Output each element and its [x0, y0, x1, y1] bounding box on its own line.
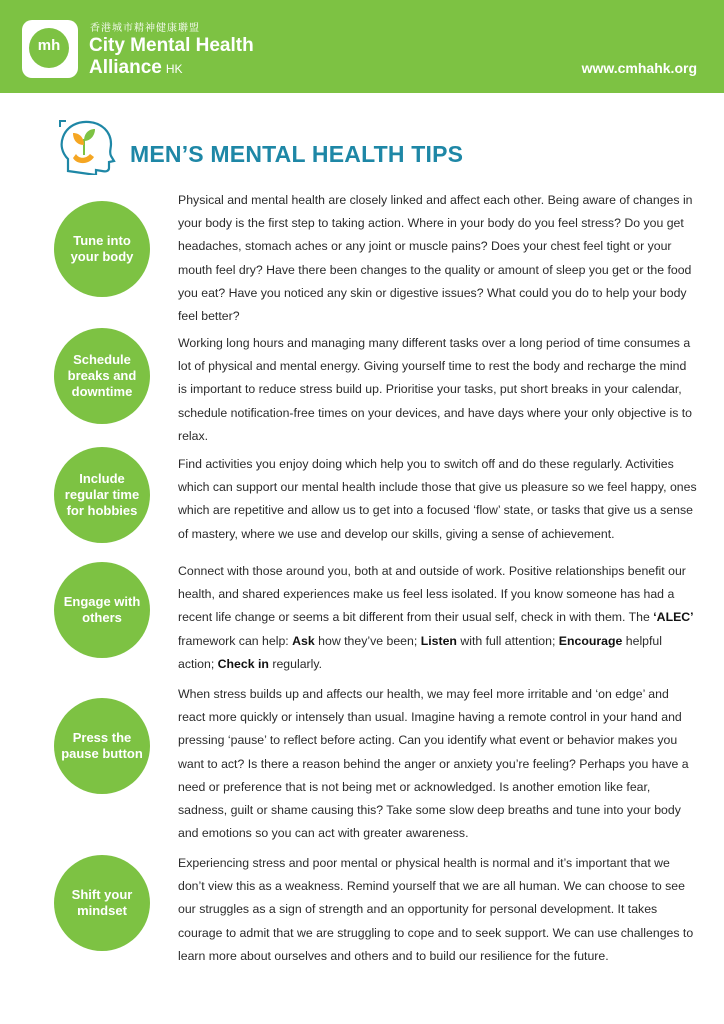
org-name-suffix: HK: [165, 62, 183, 76]
tip-label: Include regular time for hobbies: [64, 471, 140, 518]
engage-intro: Connect with those around you, both at and outside of work. Positive relationships benefit our health, and shared experiences make us feel less isolated. If you know someone has had a recent life change or seems a bit different from their usual self, check in with them. The: [178, 564, 686, 625]
framework-text: framework can help:: [178, 633, 289, 648]
tip-badge-tune-body: [54, 201, 150, 297]
listen-text: with full attention;: [460, 633, 556, 648]
ask-text: how they’ve been;: [318, 633, 418, 648]
encourage-term: Encourage: [558, 633, 623, 648]
org-name-alliance: Alliance: [89, 57, 162, 78]
org-name-line2: [89, 57, 183, 79]
ask-term: Ask: [292, 633, 315, 648]
alec-term: ‘ALEC’: [653, 610, 694, 625]
mh-logo-icon[interactable]: [22, 20, 78, 78]
encourage-text: helpful action;: [178, 633, 663, 671]
tip-label: Shift your mindset: [71, 887, 133, 918]
checkin-term: Check in: [217, 656, 269, 671]
tip-badge-shift-mindset: [54, 855, 150, 951]
tip-text-hobbies: Find activities you enjoy doing which help you to switch off and do these regularly. Activities which can support our mental health include those that give us pleasure so we feel happy, ones which are repetitive and allow us to get into a focused ‘flow’ state, or tasks that give us a sense of mastery, where we use and develop our skills, giving a sense of achievement.: [178, 457, 697, 541]
tip-label: Schedule breaks and downtime: [67, 352, 137, 399]
website-link[interactable]: www.cmhahk.org: [581, 60, 697, 76]
org-name-line1: City Mental Health: [89, 35, 254, 56]
tip-text-schedule-breaks: Working long hours and managing many different tasks over a long period of time consumes a lot of physical and mental energy. Giving yourself time to rest the body and recharge the mind is important to reduce stress build up. Prioritise your tasks, put short breaks in your calendar, schedule notification-free times on your devices, and have days where your only objective is to relax.: [178, 336, 693, 443]
tip-text-engage-others: [178, 560, 698, 676]
tip-badge-pause-button: [54, 698, 150, 794]
tip-text-pause-button: When stress builds up and affects our health, we may feel more irritable and ‘on edge’ and react more quickly or intensely than usual. Imagine having a remote control in your hand and pressing ‘pause’ to reflect before acting. Can you identify what event or behavior makes you want to act? Is there a reason behind the anger or anxiety you’re feeling? Perhaps you have a need or preference that is not being met or acknowledged. Is another emotion like fear, sadness, guilt or shame causing this? Take some slow deep breaths and tune into your body and emotions so you can act with greater awareness.: [178, 687, 689, 841]
listen-term: Listen: [420, 633, 457, 648]
head-with-plant-icon: [58, 119, 118, 175]
checkin-text: regularly.: [272, 656, 323, 671]
tip-text-tune-body: Physical and mental health are closely linked and affect each other. Being aware of changes in your body is the first step to taking action. Where in your body do you feel stress? Do you get headaches, stomach aches or any joint or muscle pains? Does your chest feel tight or your mouth feel dry? Have there been changes to the quality or amount of sleep you get or the food you eat? Have you noticed any skin or digestive issues? What could you do to help your body feel better?: [178, 193, 693, 324]
tip-text-shift-mindset: Experiencing stress and poor mental or physical health is normal and it’s important that we don’t view this as a weakness. Remind yourself that we are all human. We can choose to see our struggles as a sign of strength and an opportunity for personal development. It takes courage to admit that we are struggling to cope and to seek support. We can use challenges to learn more about ourselves and others and to build our resilience for the future.: [178, 856, 694, 963]
tip-badge-hobbies: [54, 447, 150, 543]
header-banner: [0, 0, 724, 93]
tip-badge-engage-others: [54, 562, 150, 658]
org-name-chinese: 香港城市精神健康聯盟: [90, 23, 200, 34]
page-title: MEN’S MENTAL HEALTH TIPS: [130, 141, 464, 167]
logo-mark: mh: [37, 37, 61, 54]
logo-circle: [29, 28, 69, 68]
tip-label: Tune into your body: [70, 233, 134, 264]
tip-badge-schedule-breaks: [54, 328, 150, 424]
tip-label: Engage with others: [63, 594, 141, 625]
tip-label: Press the pause button: [61, 730, 143, 761]
